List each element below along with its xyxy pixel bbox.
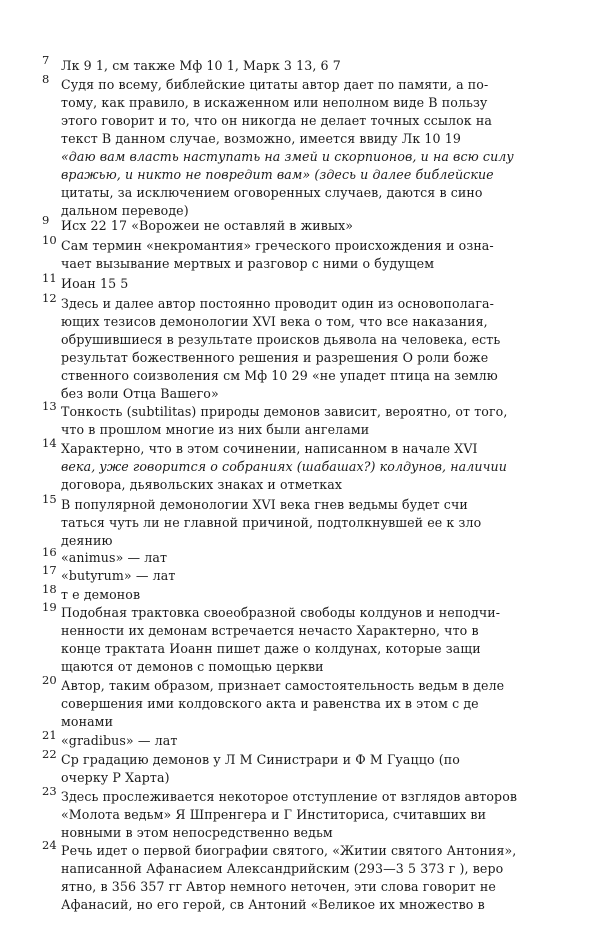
footnote-line: результат божественного решения и разрешения О роли боже <box>61 350 489 365</box>
footnote-line: цитаты, за исключением оговоренных случаев, даются в сино <box>61 185 483 200</box>
footnote-line: что в прошлом многие из них были ангелами <box>61 422 370 437</box>
footnote-number: 19 <box>42 600 57 614</box>
footnote-number: 18 <box>42 582 57 596</box>
footnote-line: без воли Отца Вашего» <box>61 386 219 401</box>
footnote-line: «даю вам власть наступать на змей и скорпионов, и на всю силу <box>61 149 514 164</box>
footnote-line: Автор, таким образом, признает самостоятельность ведьм в деле <box>61 678 505 693</box>
footnote-number: 14 <box>42 436 57 450</box>
footnote-number: 12 <box>42 291 57 305</box>
footnote-line: деянию <box>61 533 113 548</box>
footnote-line: совершения ими колдовского акта и равенства их в этом с де <box>61 696 479 711</box>
footnote-line: Лк 9 1, см также Мф 10 1, Марк 3 13, 6 7 <box>61 58 341 73</box>
footnote-number: 9 <box>42 213 50 227</box>
footnote-number: 7 <box>42 53 50 67</box>
footnote-line: Речь идет о первой биографии святого, «Житии святого Антония», <box>61 843 517 858</box>
footnote-line: «butyrum» — лат <box>61 568 176 583</box>
footnote-line: договора, дьявольских знаках и отметках <box>61 477 343 492</box>
footnote-line: Ср градацию демонов у Л М Синистрари и Ф М Гуаццо (по <box>61 752 460 767</box>
footnote-line: ющих тезисов демонологии XVI века о том, что все наказания, <box>61 314 488 329</box>
footnote-line: Сам термин «некромантия» греческого происхождения и озна- <box>61 238 494 253</box>
footnote-line: т е демонов <box>61 587 141 602</box>
footnote-line: щаются от демонов с помощью церкви <box>61 659 324 674</box>
footnote-line: ственного соизволения см Мф 10 29 «не упадет птица на землю <box>61 368 498 383</box>
footnote-line: написанной Афанасием Александрийским (293—3 5 373 г ), веро <box>61 861 504 876</box>
footnote-number: 11 <box>42 271 57 285</box>
footnote-number: 22 <box>42 747 57 761</box>
footnote-line: конце трактата Иоанн пишет даже о колдунах, которые защи <box>61 641 481 656</box>
footnote-number: 13 <box>42 399 57 413</box>
footnote-number: 21 <box>42 728 57 742</box>
footnote-number: 17 <box>42 563 57 577</box>
footnote-line: новными в этом непосредственно ведьм <box>61 825 333 840</box>
footnote-number: 24 <box>42 838 57 852</box>
footnote-line: вражью, и никто не повредит вам» (здесь и далее библейские <box>61 167 494 182</box>
footnote-line: «gradibus» — лат <box>61 733 178 748</box>
footnote-line: В популярной демонологии XVI века гнев ведьмы будет счи <box>61 497 468 512</box>
footnote-line: Судя по всему, библейские цитаты автор дает по памяти, а по- <box>61 77 489 92</box>
footnote-line: монами <box>61 714 114 729</box>
footnote-line: Исх 22 17 «Ворожеи не оставляй в живых» <box>61 218 354 233</box>
footnote-number: 20 <box>42 673 57 687</box>
footnote-line: Афанасий, но его герой, св Антоний «Великое их множество в <box>61 897 485 912</box>
footnote-line: очерку Р Харта) <box>61 770 170 785</box>
footnote-number: 10 <box>42 233 57 247</box>
footnote-line: текст В данном случае, возможно, имеется ввиду Лк 10 19 <box>61 131 461 146</box>
footnote-line: ненности их демонам встречается нечасто Характерно, что в <box>61 623 479 638</box>
footnote-line: Здесь и далее автор постоянно проводит один из основополага- <box>61 296 494 311</box>
footnote-line: Иоан 15 5 <box>61 276 129 291</box>
footnote-number: 15 <box>42 492 57 506</box>
footnote-number: 16 <box>42 545 57 559</box>
footnote-line: чает вызывание мертвых и разговор с ними о будущем <box>61 256 435 271</box>
footnote-line: дальном переводе) <box>61 203 189 218</box>
footnote-line: «Молота ведьм» Я Шпренгера и Г Инститориса, считавших ви <box>61 807 487 822</box>
footnote-line: ятно, в 356 357 гг Автор немного неточен, эти слова говорит не <box>61 879 496 894</box>
footnote-line: тому, как правило, в искаженном или неполном виде В пользу <box>61 95 488 110</box>
footnote-line: «animus» — лат <box>61 550 168 565</box>
footnote-line: таться чуть ли не главной причиной, подтолкнувшей ее к зло <box>61 515 482 530</box>
footnote-line: Тонкость (subtilitas) природы демонов зависит, вероятно, от того, <box>61 404 508 419</box>
footnote-line: века, уже говорится о собраниях (шабашах?) колдунов, наличии <box>61 459 507 474</box>
footnote-number: 23 <box>42 784 57 798</box>
footnote-line: этого говорит и то, что он никогда не делает точных ссылок на <box>61 113 492 128</box>
footnote-line: обрушившиеся в результате происков дьявола на человека, есть <box>61 332 501 347</box>
footnote-number: 8 <box>42 72 50 86</box>
footnote-line: Характерно, что в этом сочинении, написанном в начале XVI <box>61 441 478 456</box>
footnote-line: Подобная трактовка своеобразной свободы колдунов и неподчи- <box>61 605 501 620</box>
footnote-line: Здесь прослеживается некоторое отступление от взглядов авторов <box>61 789 518 804</box>
